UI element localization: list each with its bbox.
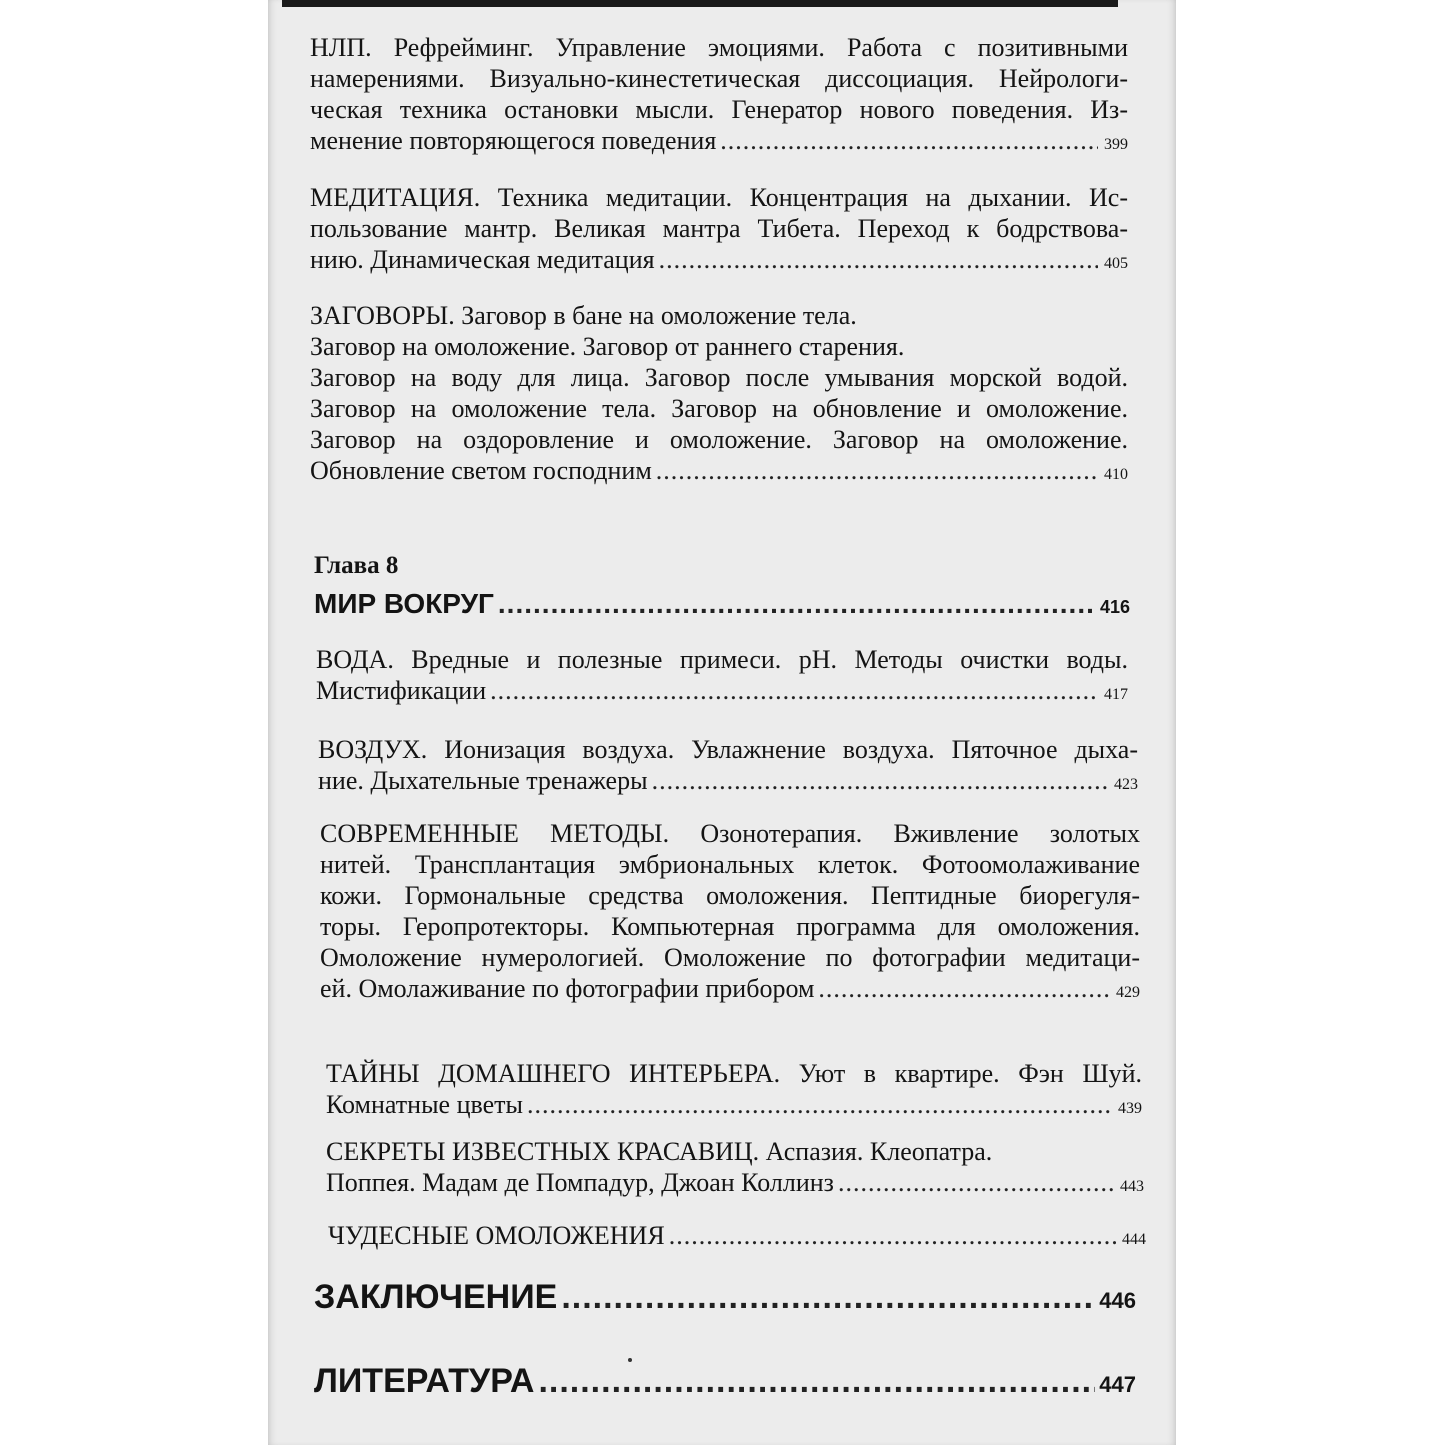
toc-line: ЗАГОВОРЫ. Заговор в бане на омоложение тела. — [310, 301, 857, 330]
toc-entry-water — [316, 644, 1128, 710]
toc-last-line — [326, 1167, 1144, 1202]
toc-line: МЕДИТАЦИЯ. Техника медитации. Концентрация на дыхании. Ис- — [310, 183, 1128, 212]
toc-line: намерениями. Визуально-кинестетическая диссоциация. Нейрологи- — [310, 64, 1128, 93]
toc-last-line — [310, 455, 1128, 490]
toc-line: ТАЙНЫ ДОМАШНЕГО ИНТЕРЬЕРА. Уют в квартире. Фэн Шуй. — [326, 1059, 1142, 1088]
toc-last-line — [328, 1220, 1146, 1255]
page-number: 446 — [1099, 1288, 1136, 1313]
dot-leader — [527, 1089, 1112, 1120]
toc-entry-miracles — [328, 1220, 1146, 1255]
toc-line: Заговор на воду для лица. Заговор после умывания морской водой. — [310, 363, 1128, 392]
literature-heading — [314, 1362, 1136, 1401]
toc-line: Заговор на омоложение. Заговор от раннего старения. — [310, 332, 905, 361]
toc-last-line — [320, 973, 1140, 1008]
toc-line-text: Комнатные цветы — [326, 1090, 523, 1119]
literature-title: ЛИТЕРАТУРА — [314, 1362, 535, 1400]
dot-leader — [669, 1220, 1116, 1251]
dot-leader — [818, 973, 1110, 1004]
page-number: 439 — [1118, 1100, 1142, 1117]
toc-line-text: Поппея. Мадам де Помпадур, Джоан Коллинз — [326, 1168, 834, 1197]
toc-last-line — [310, 125, 1128, 160]
page-top-rule — [282, 0, 1118, 7]
toc-line-text: ние. Дыхательные тренажеры — [318, 766, 648, 795]
toc-line-text: менение повторяющегося поведения — [310, 126, 717, 155]
dot-leader — [652, 765, 1108, 796]
page-number: 447 — [1099, 1372, 1136, 1397]
dot-leader — [659, 244, 1098, 275]
page-number: 423 — [1114, 776, 1138, 793]
toc-line-text: нию. Динамическая медитация — [310, 245, 655, 274]
conclusion-title: ЗАКЛЮЧЕНИЕ — [314, 1278, 558, 1316]
page-number: 444 — [1122, 1231, 1146, 1248]
toc-line: ческая техника остановки мысли. Генератор нового поведения. Из- — [310, 95, 1128, 124]
toc-entry-interior — [326, 1058, 1142, 1124]
dot-leader — [561, 1278, 1095, 1317]
page-number: 417 — [1104, 686, 1128, 703]
page-number: 443 — [1120, 1178, 1144, 1195]
chapter-title-text: МИР ВОКРУГ — [314, 588, 494, 619]
chapter-label: Глава 8 — [314, 552, 399, 579]
toc-line: Омоложение нумерологией. Омоложение по фотографии медитаци- — [320, 943, 1140, 972]
dot-leader — [656, 455, 1098, 486]
toc-line: СОВРЕМЕННЫЕ МЕТОДЫ. Озонотерапия. Вживление золотых — [320, 819, 1140, 848]
toc-line-text: Обновление светом господним — [310, 456, 652, 485]
toc-entry-beauties — [326, 1136, 1144, 1202]
page-number: 416 — [1099, 597, 1130, 617]
toc-line: торы. Геропротекторы. Компьютерная программа для омоложения. — [320, 912, 1140, 941]
toc-line: ВОДА. Вредные и полезные примеси. pH. Методы очистки воды. — [316, 645, 1128, 674]
page-number: 405 — [1104, 255, 1128, 272]
toc-entry-modern-methods — [320, 818, 1140, 1008]
toc-entry-nlp — [310, 32, 1128, 160]
toc-line-text: ей. Омолаживание по фотографии прибором — [320, 974, 815, 1003]
toc-line: НЛП. Рефрейминг. Управление эмоциями. Работа с позитивными — [310, 33, 1128, 62]
toc-line: Заговор на оздоровление и омоложение. Заговор на омоложение. — [310, 425, 1128, 454]
toc-line: нитей. Трансплантация эмбриональных клеток. Фотоомолаживание — [320, 850, 1140, 879]
toc-line-text: Мистификации — [316, 676, 487, 705]
page-number: 429 — [1116, 984, 1140, 1001]
toc-last-line — [326, 1089, 1142, 1124]
toc-line-text: ЧУДЕСНЫЕ ОМОЛОЖЕНИЯ — [328, 1221, 665, 1250]
conclusion-heading — [314, 1278, 1136, 1317]
toc-line: ВОЗДУХ. Ионизация воздуха. Увлажнение воздуха. Пяточное дыха- — [318, 735, 1138, 764]
toc-line: СЕКРЕТЫ ИЗВЕСТНЫХ КРАСАВИЦ. Аспазия. Клеопатра. — [326, 1137, 993, 1166]
toc-entry-spells — [310, 300, 1128, 490]
page-number: 410 — [1104, 466, 1128, 483]
chapter-title — [314, 588, 1130, 620]
dot-leader — [838, 1167, 1114, 1198]
toc-line: Заговор на омоложение тела. Заговор на обновление и омоложение. — [310, 394, 1128, 423]
page-number: 399 — [1104, 136, 1128, 153]
toc-line: кожи. Гормональные средства омоложения. Пептидные биорегуля- — [320, 881, 1140, 910]
toc-line: пользование мантр. Великая мантра Тибета. Переход к бодрствова- — [310, 214, 1128, 243]
dot-leader — [538, 1362, 1095, 1401]
toc-last-line — [318, 765, 1138, 800]
toc-last-line — [310, 244, 1128, 279]
dot-leader — [490, 675, 1098, 706]
toc-entry-meditation — [310, 182, 1128, 279]
toc-entry-air — [318, 734, 1138, 800]
toc-last-line — [316, 675, 1128, 710]
dot-leader — [498, 588, 1096, 620]
dot-leader — [720, 125, 1098, 156]
